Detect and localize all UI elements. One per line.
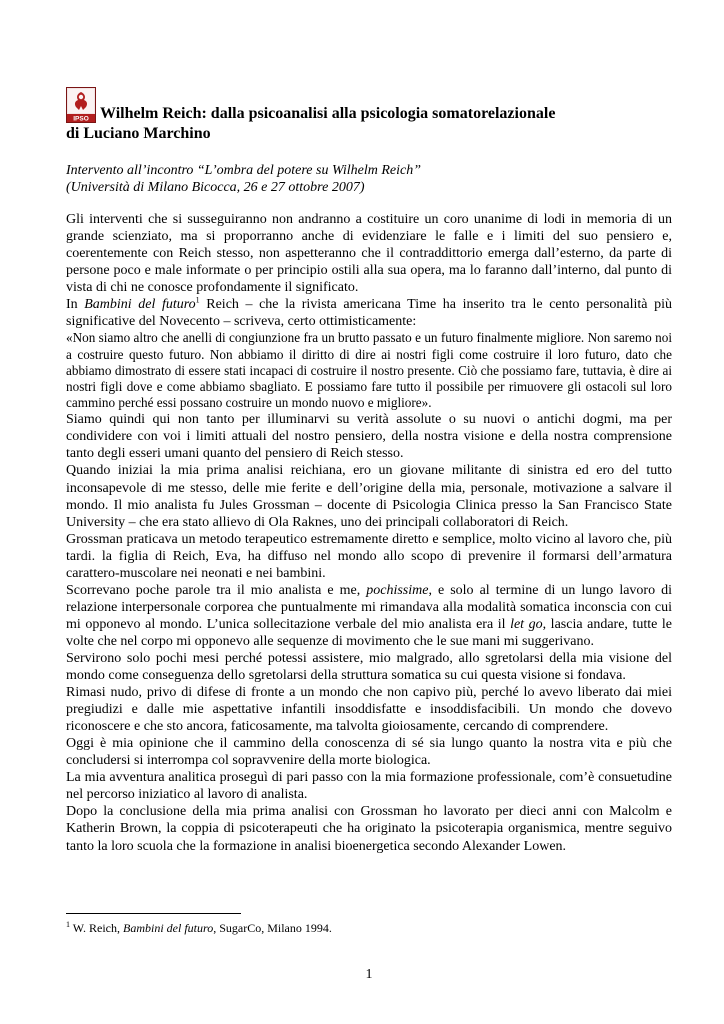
event-info <box>66 162 666 196</box>
text-run: , SugarCo, Milano 1994. <box>213 921 332 935</box>
text-run: In <box>66 297 85 313</box>
footnote-separator <box>66 913 241 914</box>
paragraph: Servirono solo pochi mesi perché potessi assistere, mio malgrado, allo sgretolarsi della mia visione del mondo come conseguenza dello sgretolarsi della struttura somatica su cui questa visione si fondava. <box>66 651 672 684</box>
paragraph: Siamo quindi qui non tanto per illuminarvi su verità assolute o su nuovi o antichi dogmi, ma per condividere con voi i limiti attuali del nostro pensiero, della nostra visione e della nostra comprensione tanto degli esseri umani quanto del pensiero di Reich stesso. <box>66 412 672 462</box>
article-body <box>66 211 672 855</box>
block-quote: «Non siamo altro che anelli di congiunzione fra un brutto passato e un futuro finalmente migliore. Non saremo noi a costruire questo futuro. Non abbiamo il diritto di dire ai nostri figli come costruire il loro futuro, dato che abbiamo dimostrato di essere stati incapaci di costruire il nostro presente. Ciò che possiamo fare, tuttavia, è dire ai nostri figli dove e come abbiamo sbagliato. E possiamo fare tutto il possibile per rimuovere gli ostacoli sul loro cammino perché essi possano costruire un mondo nuovo e migliore». <box>66 330 672 411</box>
text-run: , lascia andare, tutte le volte che nel corpo mi opponevo alle sequenze di movimento che le sue mani mi suggerivano. <box>66 616 673 649</box>
logo-text: IPSO <box>73 115 89 122</box>
text-run: Reich – che la rivista americana Time ha inserito tra le cento personalità più significative del Novecento – scriveva, certo ottimisticamente: <box>66 297 672 330</box>
paragraph <box>66 296 672 330</box>
paragraph: La mia avventura analitica proseguì di pari passo con la mia formazione professionale, com’è consuetudine nel percorso iniziatico al lavoro di analista. <box>66 770 672 803</box>
ipso-logo-graphic <box>67 88 95 122</box>
book-title: Bambini del futuro <box>84 297 196 313</box>
event-venue-date: (Università di Milano Bicocca, 26 e 27 ottobre 2007) <box>66 180 365 195</box>
text-run: W. Reich, <box>70 921 123 935</box>
document-author: di Luciano Marchino <box>66 125 211 142</box>
book-title: Bambini del futuro <box>123 921 214 935</box>
ipso-logo <box>66 87 96 123</box>
emphasis: pochissime <box>366 582 429 598</box>
footnote <box>66 921 666 935</box>
page-number: 1 <box>365 967 373 982</box>
paragraph: Dopo la conclusione della mia prima analisi con Grossman ho lavorato per dieci anni con Malcolm e Katherin Brown, la coppia di psicoterapeuti che ha originato la psicoterapia organismica, mentre seguivo tanto la loro scuola che la formazione in analisi bioenergetica secondo Alexander Lowen. <box>66 804 672 854</box>
footnote-number: 1 <box>66 920 70 929</box>
document-title: Wilhelm Reich: dalla psicoanalisi alla psicologia somatorelazionale <box>100 105 556 122</box>
paragraph <box>66 582 672 650</box>
footnote-ref: 1 <box>195 295 200 305</box>
paragraph: Rimasi nudo, privo di difese di fronte a un mondo che non capivo più, perché lo avevo liberato dai miei pregiudizi e dalle mie aspettative infantili insoddisfatte e insoddisfacibili. Un mondo che dovevo riconoscere e che sto ancora, faticosamente, ma talvolta gioiosamente, cercando di comprendere. <box>66 685 672 735</box>
event-title: Intervento all’incontro “L’ombra del potere su Wilhelm Reich” <box>66 163 422 178</box>
paragraph: Gli interventi che si susseguiranno non andranno a costituire un coro unanime di lodi in memoria di un grande scienziato, ma si proporranno anche di evidenziare le falle e i limiti del suo pensiero e, coerentemente con Reich stesso, non aspetteranno che il contraddittorio emerga dall’esterno, da parte di persone poco e male informate o per principio ostili alla sua opera, ma lo faranno dall’interno, dal punto di vista di chi ne conosce profondamente il significato. <box>66 212 672 296</box>
paragraph: Oggi è mia opinione che il cammino della conoscenza di sé sia lungo quanto la nostra vita e più che concludersi si interrompa col sopravvenire della morte biologica. <box>66 736 672 769</box>
paragraph: Quando iniziai la mia prima analisi reichiana, ero un giovane militante di sinistra ed ero del tutto inconsapevole di me stesso, delle mie ferite e dell’origine della mia, personale, motivazione a salvare il mondo. Il mio analista fu Jules Grossman – docente di Psicologia Clinica presso la San Francisco State University – che era stato allievo di Ola Raknes, uno dei principali collaboratori di Reich. <box>66 463 672 530</box>
text-run: Scorrevano poche parole tra il mio analista e me, <box>66 582 367 598</box>
text-run: , e solo al termine di un lungo lavoro di relazione interpersonale corporea che puntualmente mi rimandava alla modalità somatica inconscia con cui mi opponevo al mondo. L’unica sollecitazione verbale del mio analista era il <box>66 582 672 632</box>
emphasis: let go <box>510 616 543 632</box>
paragraph: Grossman praticava un metodo terapeutico estremamente diretto e semplice, molto vicino al lavoro che, più tardi. la figlia di Reich, Eva, ha diffuso nel mondo allo scopo di prevenire il formarsi dell’armatura carattero-muscolare nei neonati e nei bambini. <box>66 531 672 581</box>
